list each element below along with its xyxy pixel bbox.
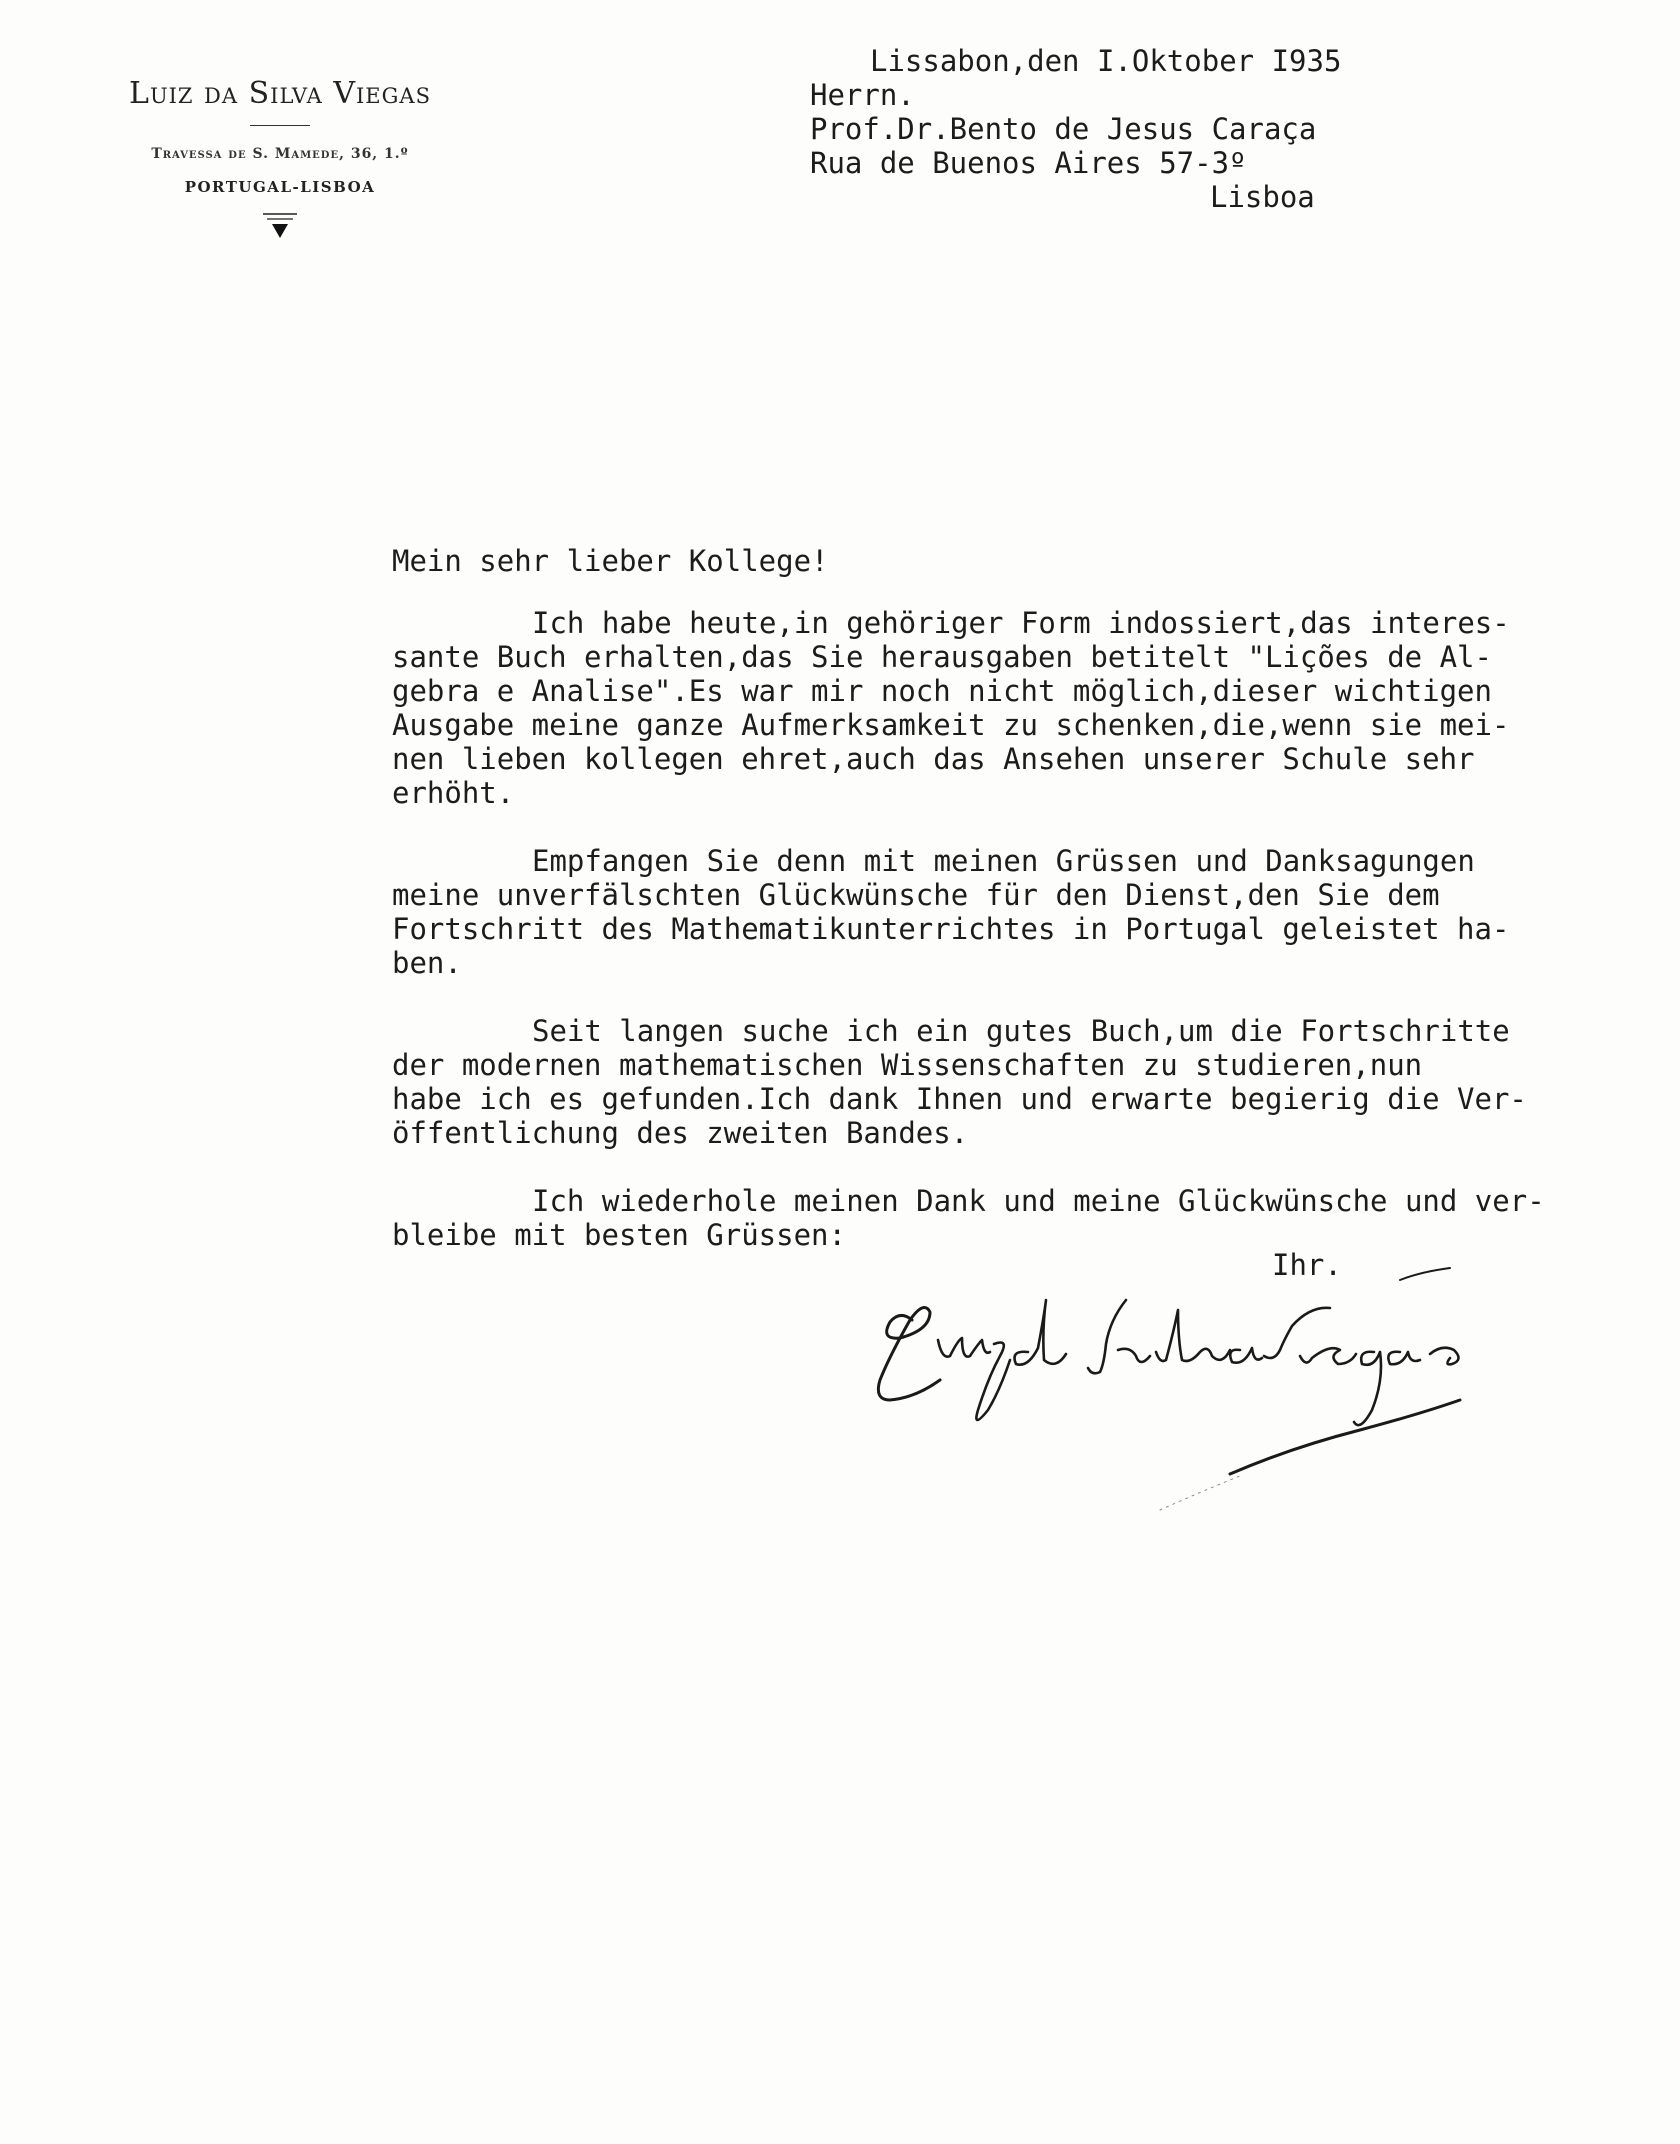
letterhead bbox=[60, 76, 500, 244]
paragraph-line: bleibe mit besten Grüssen: bbox=[392, 1218, 846, 1252]
letterhead-address: Travessa de S. Mamede, 36, 1.º bbox=[151, 146, 409, 162]
letterhead-city: PORTUGAL-LISBOA bbox=[184, 178, 376, 196]
recipient-title: Herrn. bbox=[810, 78, 915, 112]
paragraph-line: der modernen mathematischen Wissenschaften zu studieren,nun bbox=[392, 1048, 1423, 1082]
recipient-name: Prof.Dr.Bento de Jesus Caraça bbox=[810, 112, 1317, 146]
paragraph-4 bbox=[392, 1184, 1642, 1252]
letter-date: Lissabon,den I.Oktober I935 bbox=[870, 44, 1342, 78]
paragraph-line: öffentlichung des zweiten Bandes. bbox=[392, 1116, 969, 1150]
letterhead-name: Luiz da Silva Viegas bbox=[129, 76, 431, 111]
recipient-block bbox=[810, 44, 1341, 214]
letterhead-divider bbox=[250, 125, 310, 126]
letter-body bbox=[392, 544, 1642, 1286]
paragraph-line: Ausgabe meine ganze Aufmerksamkeit zu schenken,die,wenn sie mei- bbox=[392, 708, 1510, 742]
paragraph-line: Ich wiederhole meinen Dank und meine Glückwünsche und ver- bbox=[532, 1184, 1545, 1218]
paragraph-line: Ich habe heute,in gehöriger Form indossiert,das interes- bbox=[532, 606, 1510, 640]
paragraph-line: gebra e Analise".Es war mir noch nicht möglich,dieser wichtigen bbox=[392, 674, 1492, 708]
paragraph-line: habe ich es gefunden.Ich dank Ihnen und erwarte begierig die Ver- bbox=[392, 1082, 1527, 1116]
paragraph-line: Seit langen suche ich ein gutes Buch,um die Fortschritte bbox=[532, 1014, 1510, 1048]
paragraph-2 bbox=[392, 844, 1642, 980]
closing: Ihr. bbox=[1272, 1248, 1342, 1282]
paragraph-line: nen lieben kollegen ehret,auch das Ansehen unserer Schule sehr bbox=[392, 742, 1475, 776]
paragraph-line: Empfangen Sie denn mit meinen Grüssen und Danksagungen bbox=[532, 844, 1475, 878]
paragraph-line: erhöht. bbox=[392, 776, 515, 810]
recipient-street: Rua de Buenos Aires 57-3º bbox=[810, 146, 1247, 180]
paragraph-3 bbox=[392, 1014, 1642, 1150]
recipient-city: Lisboa bbox=[1210, 180, 1315, 214]
handwritten-signature bbox=[860, 1260, 1560, 1520]
paragraph-1 bbox=[392, 606, 1642, 810]
paragraph-line: Fortschritt des Mathematikunterrichtes in Portugal geleistet ha- bbox=[392, 912, 1510, 946]
paragraph-line: ben. bbox=[392, 946, 462, 980]
paragraph-line: meine unverfälschten Glückwünsche für den Dienst,den Sie dem bbox=[392, 878, 1440, 912]
triangle-ornament-icon bbox=[255, 210, 305, 244]
paragraph-line: sante Buch erhalten,das Sie herausgaben betitelt "Lições de Al- bbox=[392, 640, 1492, 674]
salutation: Mein sehr lieber Kollege! bbox=[392, 544, 829, 578]
